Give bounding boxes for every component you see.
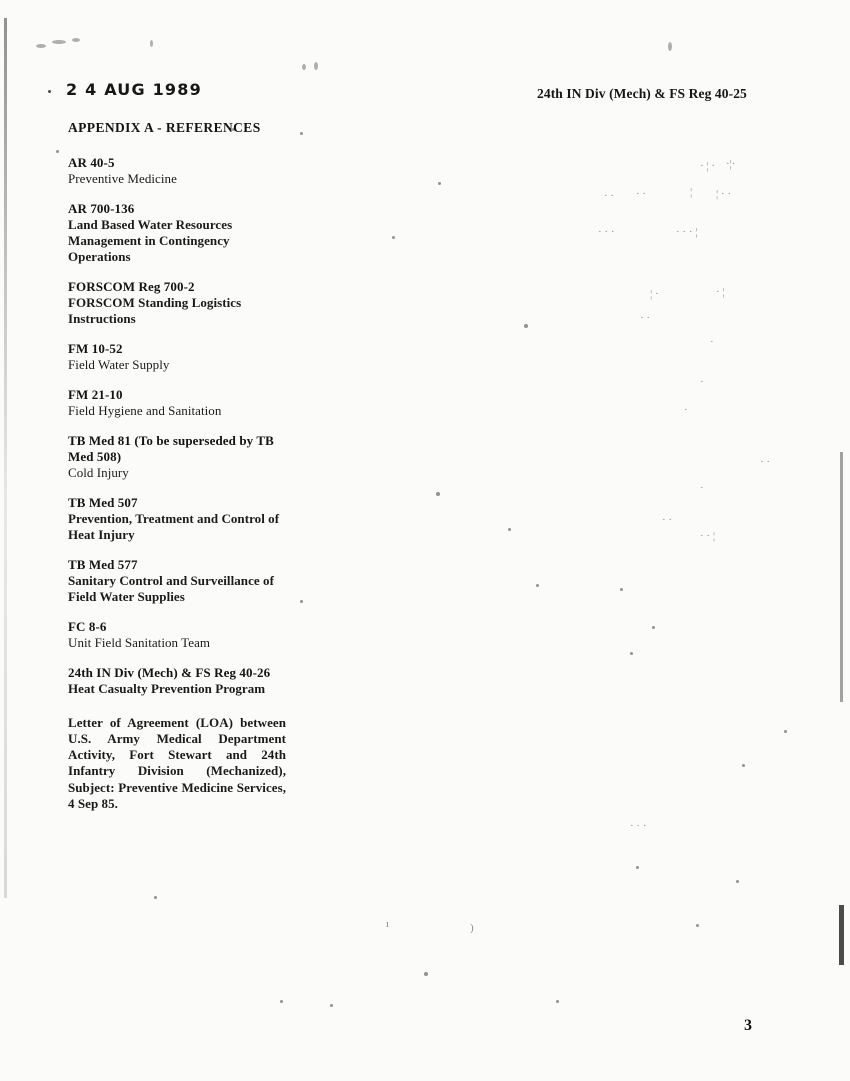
scan-smudge [52, 40, 66, 44]
scan-speck [784, 730, 787, 733]
scan-speck [636, 866, 639, 869]
reference-title: AR 700-136 [68, 200, 135, 216]
reference-entry [68, 495, 286, 543]
scan-speck [536, 584, 539, 587]
scan-speck [620, 588, 623, 591]
scan-smudge [36, 44, 46, 48]
scan-speck [652, 626, 655, 629]
reference-description: FORSCOM Standing Logistics Instructions [68, 295, 242, 327]
scanned-document-page: · ¦ · ·¦· · · · · ¦ ¦ · · · · · · · · ¦ ¦ · · ¦ · · · · · · · · · · · · ¦ · · · ı ) 2 4 AUG 1989 24th IN Div (Mech) & FS Reg 40-25 APPENDIX A - REFERENCES AR 40-5 Preventive Medicine AR 700-136 Land Based Water Resources Management in Contingency Operations FORSCOM Reg 700-2 FORSCOM Standing Logistics Instructions FM 10-52 Field Water Supply FM 21-10 Field Hygiene and Sanitation TB Med 81 (To be superseded by TB Med 508) Cold Injury TB Med 507 Prevention, Treatment and Control of Heat Injury TB Med 577 Sanitary Control and Surveillance of Field Water Supplies FC 8-6 Unit Field Sanitation Team 24th IN Div (Mech) & FS Reg 40-26 Heat Casualty Prevention Program Letter of Agreement (LOA) between U.S. Army Medical Department Activity, Fort Stewart and 24th Infantry Division (Mechanized), Subject: Preventive Medicine Services, 4 Sep 85. 3 [0, 0, 850, 1081]
reference-entry [68, 557, 286, 605]
reference-description: Prevention, Treatment and Control of Heat Injury [68, 510, 280, 542]
page-right-edge-artifact-upper [840, 452, 843, 702]
page-number: 3 [744, 1017, 752, 1034]
reference-description: Field Water Supply [68, 357, 170, 373]
scan-smudge [314, 62, 318, 70]
scan-speck [508, 528, 511, 531]
reference-title: AR 40-5 [68, 155, 115, 170]
reference-description: Heat Casualty Prevention Program [68, 680, 266, 696]
reference-title: FORSCOM Reg 700-2 [68, 279, 195, 295]
references-column [68, 155, 286, 826]
scan-speck [392, 236, 395, 239]
scan-speck [742, 764, 745, 767]
scan-speck [436, 492, 440, 496]
page-left-edge-artifact [4, 18, 7, 898]
scan-speck [556, 1000, 559, 1003]
scan-speck [736, 880, 739, 883]
scan-speck [696, 924, 699, 927]
closing-paragraph [68, 715, 286, 812]
scan-speck [424, 972, 428, 976]
reference-title: FM 10-52 [68, 341, 123, 357]
date-stamp: 2 4 AUG 1989 [66, 80, 202, 99]
reference-description: Unit Field Sanitation Team [68, 635, 211, 651]
closing-paragraph-text: Letter of Agreement (LOA) between U.S. Army Medical Department Activity, Fort Stewart and 24th Infantry Division (Mechanized), Subject: Preventive Medicine Services, 4 Sep 85. [68, 715, 286, 811]
reference-entry [68, 619, 286, 651]
reference-title: TB Med 507 [68, 495, 138, 510]
reference-entry [68, 387, 286, 419]
reference-entry [68, 155, 286, 187]
scan-speck [300, 132, 303, 135]
scan-speck [630, 652, 633, 655]
reference-entry [68, 341, 286, 373]
reference-description: Sanitary Control and Surveillance of Field Water Supplies [68, 572, 274, 605]
reference-description: Land Based Water Resources Management in Contingency Operations [68, 216, 233, 265]
document-header-regulation: 24th IN Div (Mech) & FS Reg 40-25 [537, 86, 747, 101]
page-title: APPENDIX A - REFERENCES [68, 120, 261, 135]
reference-title: FM 21-10 [68, 387, 123, 403]
scan-smudge [150, 40, 153, 47]
stamp-ink-dot [48, 90, 51, 93]
reference-description: Cold Injury [68, 464, 129, 480]
scan-speck [56, 150, 59, 153]
reference-title: FC 8-6 [68, 619, 107, 635]
scan-speck [524, 324, 528, 328]
reference-entry [68, 665, 286, 697]
reference-entry [68, 279, 286, 327]
scan-speck [154, 896, 157, 899]
reference-description: Preventive Medicine [68, 170, 177, 186]
scan-speck [438, 182, 441, 185]
scan-speck [330, 1004, 333, 1007]
scan-smudge [668, 42, 672, 51]
scan-smudge [302, 64, 306, 70]
scan-speck [300, 600, 303, 603]
scan-speck [280, 1000, 283, 1003]
scan-smudge [72, 38, 80, 42]
reference-entry [68, 433, 286, 481]
reference-entry [68, 201, 286, 265]
reference-title: 24th IN Div (Mech) & FS Reg 40-26 [68, 665, 271, 681]
reference-title: TB Med 577 [68, 557, 138, 573]
reference-description: Field Hygiene and Sanitation [68, 403, 222, 419]
page-right-edge-artifact-lower [839, 905, 844, 965]
reference-title: TB Med 81 (To be superseded by TB Med 508) [68, 433, 274, 465]
